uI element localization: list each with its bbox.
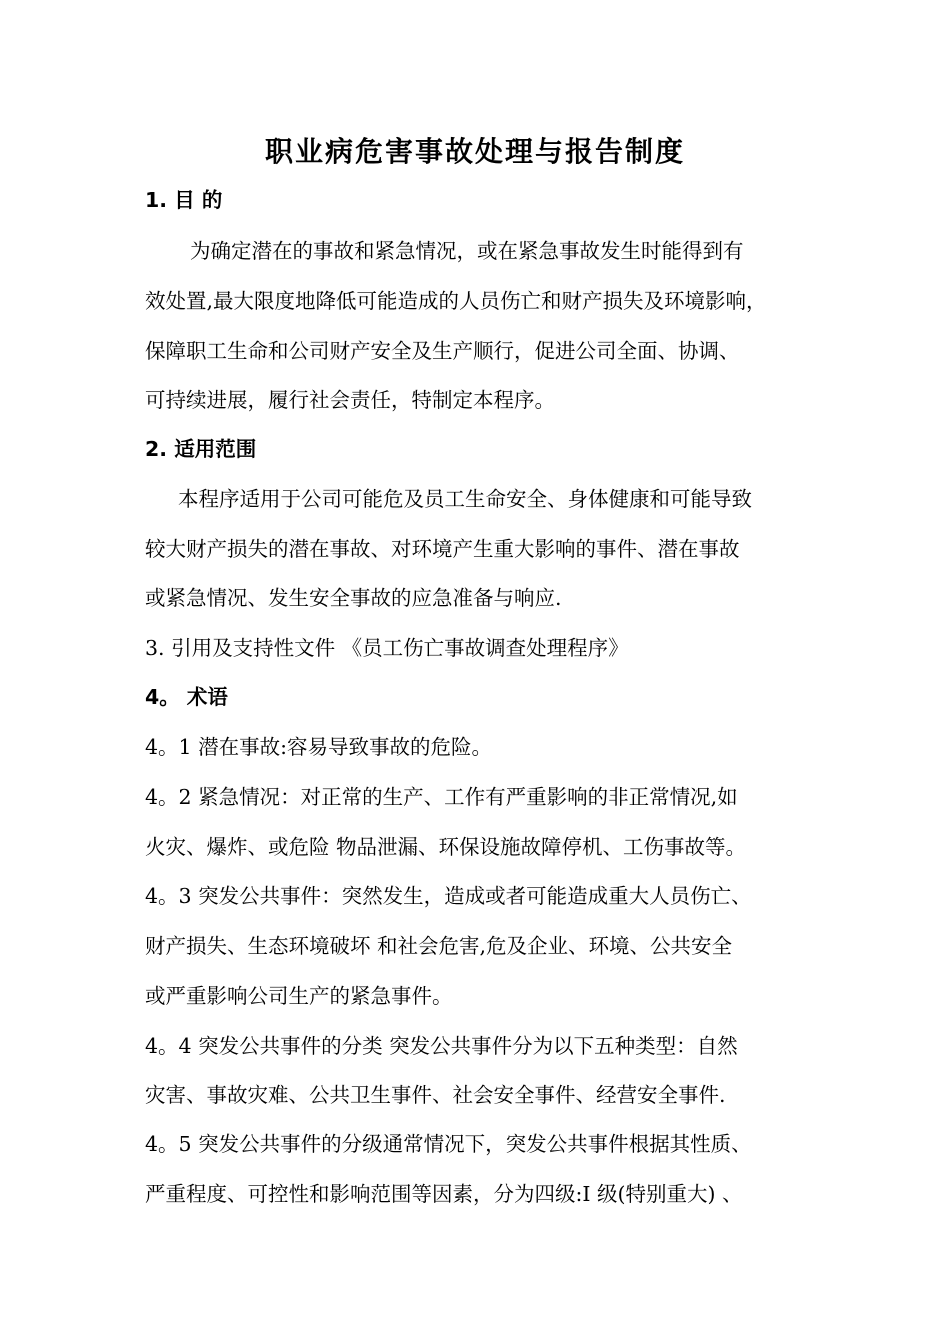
document-title: 职业病危害事故处理与报告制度: [264, 135, 685, 168]
section-4-line-6: 或严重影响公司生产的紧急事件。: [145, 984, 453, 1008]
section-2-line-2: 较大财产损失的潜在事故、对环境产生重大影响的事件、潜在事故: [145, 537, 740, 561]
section-2-heading: 2. 适用范围: [145, 437, 257, 461]
section-4-line-3: 火灾、爆炸、或危险 物品泄漏、环保设施故障停机、工伤事故等。: [145, 835, 747, 859]
section-2-line-3: 或紧急情况、发生安全事故的应急准备与响应.: [145, 586, 562, 610]
section-4-line-2: 4。2 紧急情况：对正常的生产、工作有严重影响的非正常情况,如: [145, 785, 738, 809]
section-4-line-8: 灾害、事故灾难、公共卫生事件、社会安全事件、经营安全事件.: [145, 1083, 726, 1107]
section-1-line-2: 效处置,最大限度地降低可能造成的人员伤亡和财产损失及环境影响，: [145, 289, 767, 313]
section-1-heading: 1. 目 的: [145, 188, 223, 212]
section-4-line-1: 4。1 潜在事故:容易导致事故的危险。: [145, 735, 493, 759]
section-4-line-10: 严重程度、可控性和影响范围等因素，分为四级:Ⅰ 级(特别重大) 、: [145, 1182, 743, 1206]
section-4-line-5: 财产损失、生态环境破坏 和社会危害,危及企业、环境、公共安全: [145, 934, 733, 958]
section-1-line-1: 为确定潜在的事故和紧急情况，或在紧急事故发生时能得到有: [190, 239, 744, 263]
section-4-line-7: 4。4 突发公共事件的分类 突发公共事件分为以下五种类型：自然: [145, 1034, 738, 1058]
section-3-line: 3. 引用及支持性文件 《员工伤亡事故调查处理程序》: [145, 636, 629, 660]
section-1-line-4: 可持续进展，履行社会责任，特制定本程序。: [145, 388, 555, 412]
section-1-line-3: 保障职工生命和公司财产安全及生产顺行，促进公司全面、协调、: [145, 339, 740, 363]
section-4-line-9: 4。5 突发公共事件的分级通常情况下，突发公共事件根据其性质、: [145, 1132, 752, 1156]
section-4-line-4: 4。3 突发公共事件：突然发生，造成或者可能造成重大人员伤亡、: [145, 884, 752, 908]
section-2-line-1: 本程序适用于公司可能危及员工生命安全、身体健康和可能导致: [178, 487, 752, 511]
section-4-heading: 4。 术语: [145, 685, 228, 709]
